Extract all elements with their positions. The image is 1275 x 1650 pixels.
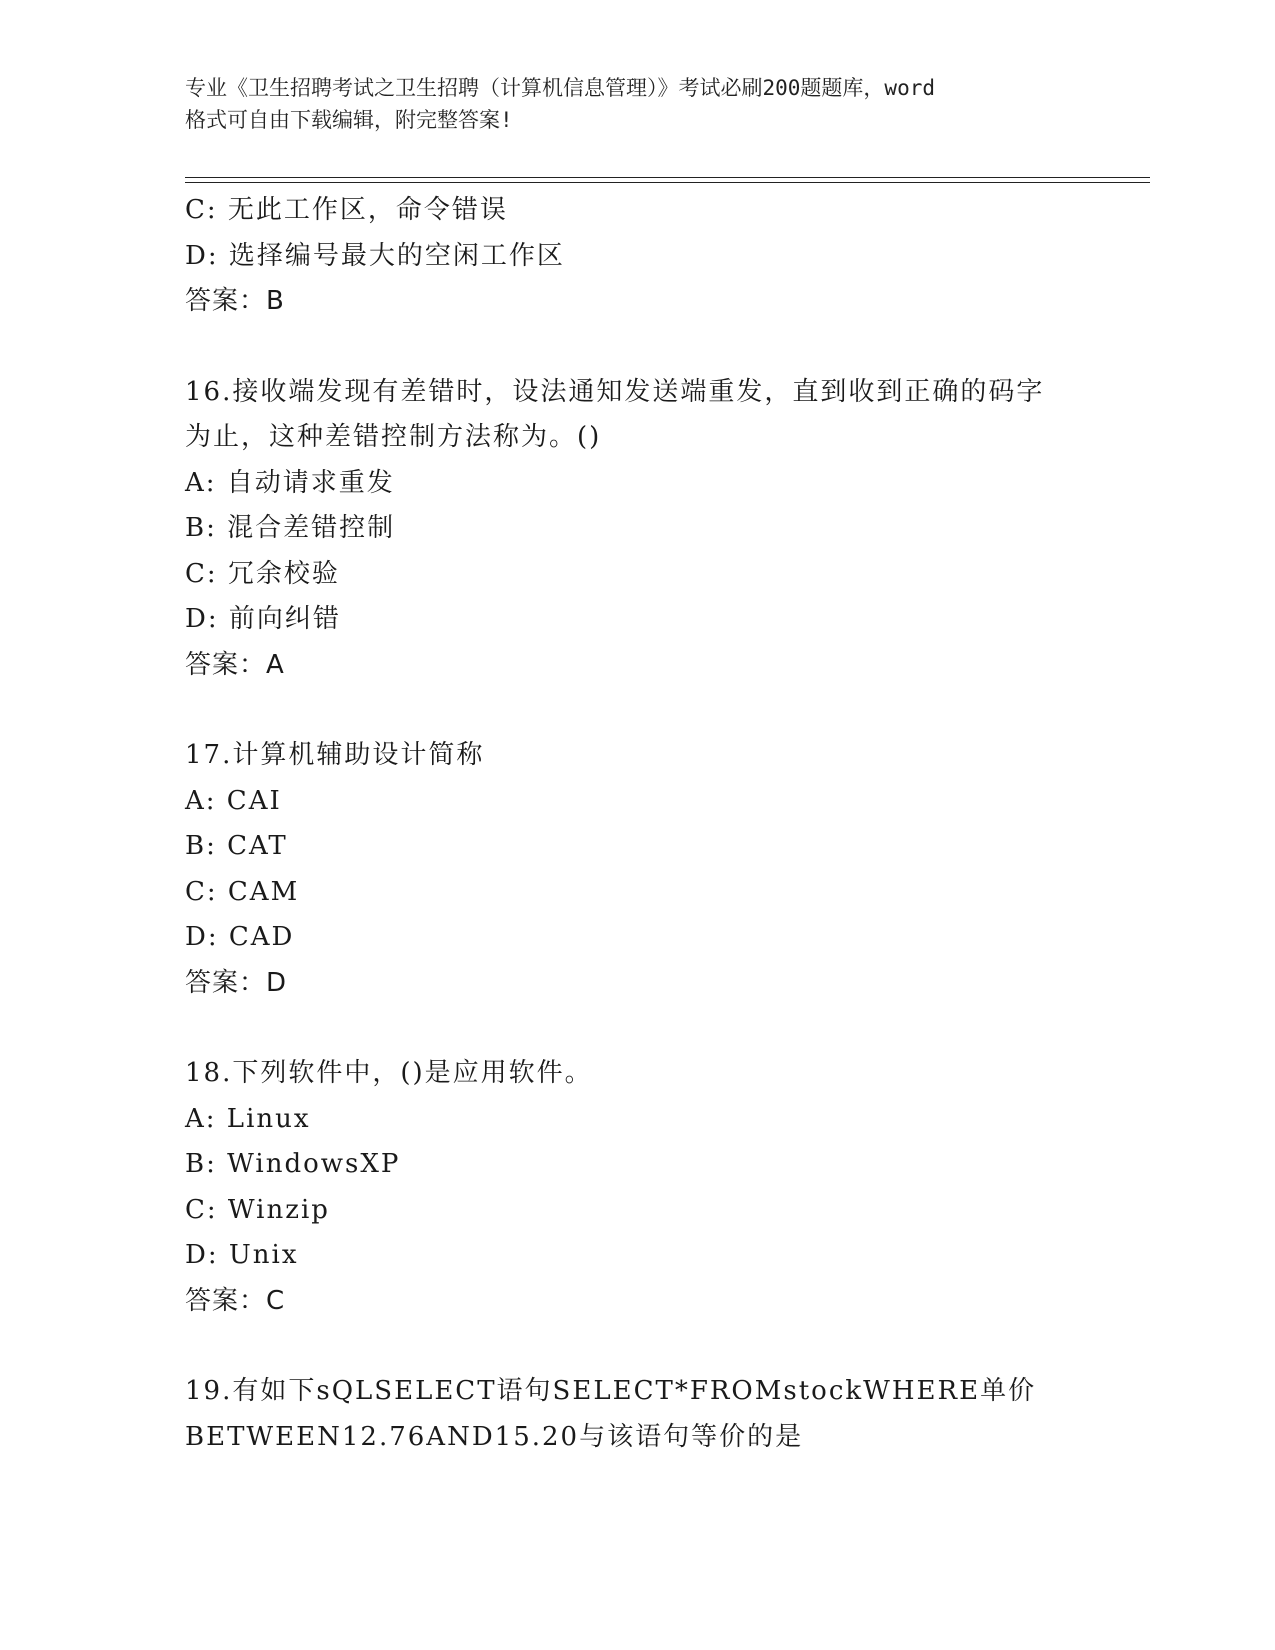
option-d: D: Unix: [185, 1240, 299, 1270]
header-line-1: 专业《卫生招聘考试之卫生招聘（计算机信息管理）》考试必刷200题题库，word: [185, 76, 935, 100]
option-a: A: 自动请求重发: [185, 467, 395, 498]
answer-label: 答案：A: [185, 649, 285, 680]
option-d: D: 选择编号最大的空闲工作区: [185, 240, 565, 271]
answer-label: 答案：B: [185, 286, 285, 316]
question-stem: 19.有如下sQLSELECT语句SELECT*FROMstockWHERE单价: [185, 1376, 1037, 1406]
option-b: B: WindowsXP: [185, 1149, 401, 1179]
answer-label: 答案：D: [185, 967, 288, 998]
option-a: A: CAI: [185, 785, 282, 816]
header-divider-bottom: [185, 182, 1150, 183]
option-d: D: 前向纠错: [185, 604, 341, 634]
option-d: D: CAD: [185, 922, 295, 952]
answer-label: 答案：C: [185, 1285, 286, 1316]
question-stem: BETWEEN12.76AND15.20与该语句等价的是: [185, 1421, 804, 1452]
question-block-17: [185, 733, 1145, 1006]
question-list: [185, 188, 1145, 1460]
option-c: C: Winzip: [185, 1194, 330, 1225]
option-b: B: 混合差错控制: [185, 513, 396, 543]
option-c: C: CAM: [185, 876, 300, 907]
header-line-2: 格式可自由下载编辑，附完整答案!: [185, 108, 513, 132]
question-block-16: [185, 370, 1145, 689]
question-stem: 为止，这种差错控制方法称为。(): [185, 422, 602, 452]
option-a: A: Linux: [185, 1103, 311, 1134]
question-stem: 18.下列软件中，()是应用软件。: [185, 1058, 593, 1088]
header-divider-top: [185, 177, 1150, 178]
question-block-15: [185, 188, 1145, 325]
option-c: C: 冗余校验: [185, 558, 340, 589]
question-block-18: [185, 1051, 1145, 1324]
question-stem: 17.计算机辅助设计简称: [185, 740, 485, 770]
question-block-19: [185, 1369, 1145, 1460]
option-c: C: 无此工作区，命令错误: [185, 195, 508, 225]
option-b: B: CAT: [185, 831, 288, 861]
document-header: [185, 72, 1085, 136]
question-stem: 16.接收端发现有差错时，设法通知发送端重发，直到收到正确的码字: [185, 376, 1045, 407]
